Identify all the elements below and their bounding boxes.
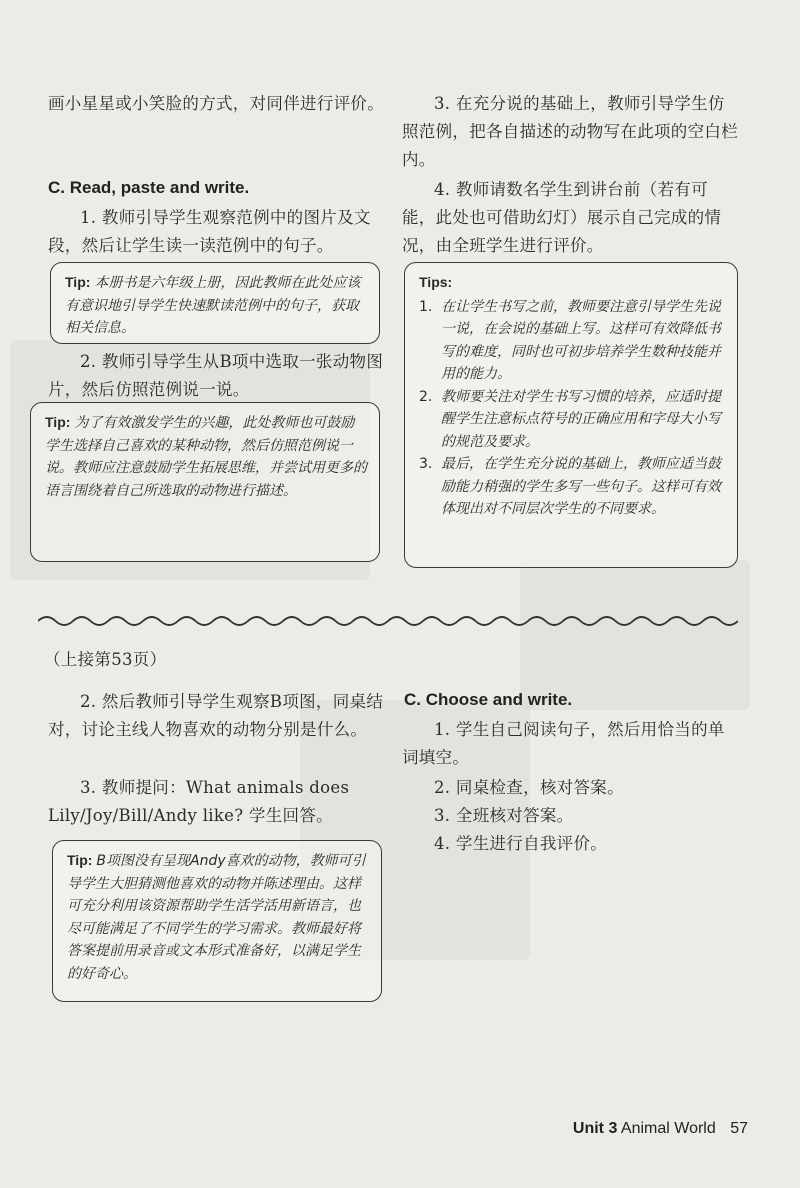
tip-label: Tip:	[45, 414, 71, 430]
write-step-4: 4. 教师请数名学生到讲台前（若有可能，此处也可借助幻灯）展示自己完成的情况，由全班学生进行评价。	[402, 180, 722, 255]
choose-write-step-2: 2. 同桌检查，核对答案。	[434, 778, 624, 797]
tips-item: 2. 教师要关注对学生书写习惯的培养，应适时提醒学生注意标点符号的正确应用和字母大小写的规范及要求。	[419, 388, 721, 450]
tips-list	[419, 296, 725, 521]
tips-box	[404, 262, 738, 568]
tip-label: Tip:	[67, 852, 93, 868]
tip-box-1	[50, 262, 380, 344]
choose-step-3: 3. 教师提问：What animals does Lily/Joy/Bill/Andy like? 学生回答。	[48, 778, 350, 825]
page-footer	[573, 1120, 748, 1138]
tip-text: 本册书是六年级上册，因此教师在此处应该有意识地引导学生快速默读范例中的句子，获取相关信息。	[65, 275, 361, 336]
choose-write-step-4: 4. 学生进行自我评价。	[434, 834, 608, 853]
section-c-read-heading: C. Read, paste and write.	[48, 178, 250, 197]
tips-label: Tips:	[419, 274, 453, 290]
tip-label: Tip:	[65, 274, 91, 290]
read-step-1: 1. 教师引导学生观察范例中的图片及文段，然后让学生读一读范例中的句子。	[48, 208, 371, 255]
choose-write-step-1: 1. 学生自己阅读句子，然后用恰当的单词填空。	[402, 720, 725, 767]
tip-box-3	[52, 840, 382, 1002]
bleed-through-right	[520, 560, 750, 710]
footer-title: Animal World	[620, 1120, 716, 1137]
continued-from-note: （上接第53页）	[44, 650, 167, 669]
continued-text: 画小星星或小笑脸的方式，对同伴进行评价。	[48, 94, 384, 113]
tip-text: 为了有效激发学生的兴趣，此处教师也可鼓励学生选择自己喜欢的某种动物，然后仿照范例说一说。教师应注意鼓励学生拓展思维，并尝试用更多的语言围绕着自己所选取的动物进行描述。	[45, 415, 367, 499]
tips-item: 1. 在让学生书写之前，教师要注意引导学生先说一说，在会说的基础上写。这样可有效降低书写的难度，同时也可初步培养学生数种技能并用的能力。	[419, 298, 721, 382]
footer-unit: Unit 3	[572, 1120, 618, 1137]
tip-text: B项图没有呈现Andy喜欢的动物，教师可引导学生大胆猜测他喜欢的动物并陈述理由。这样可充分利用该资源帮助学生活学活用新语言，也尽可能满足了不同学生的学习需求。教师最好将答案提前用录音或文本形式准备好，以满足学生的好奇心。	[67, 853, 366, 982]
wavy-divider	[38, 612, 738, 630]
section-c-choose-heading: C. Choose and write.	[404, 690, 573, 709]
tip-box-2	[30, 402, 380, 562]
write-step-3: 3. 在充分说的基础上，教师引导学生仿照范例，把各自描述的动物写在此项的空白栏内。	[402, 94, 738, 169]
choose-step-2: 2. 然后教师引导学生观察B项图，同桌结对，讨论主线人物喜欢的动物分别是什么。	[48, 692, 384, 739]
tips-item: 3. 最后，在学生充分说的基础上，教师应适当鼓励能力稍强的学生多写一些句子。这样可有效体现出对不同层次学生的不同要求。	[419, 456, 721, 517]
page-number: 57	[730, 1120, 748, 1137]
read-step-2: 2. 教师引导学生从B项中选取一张动物图片，然后仿照范例说一说。	[48, 352, 384, 399]
choose-write-step-3: 3. 全班核对答案。	[434, 806, 574, 825]
